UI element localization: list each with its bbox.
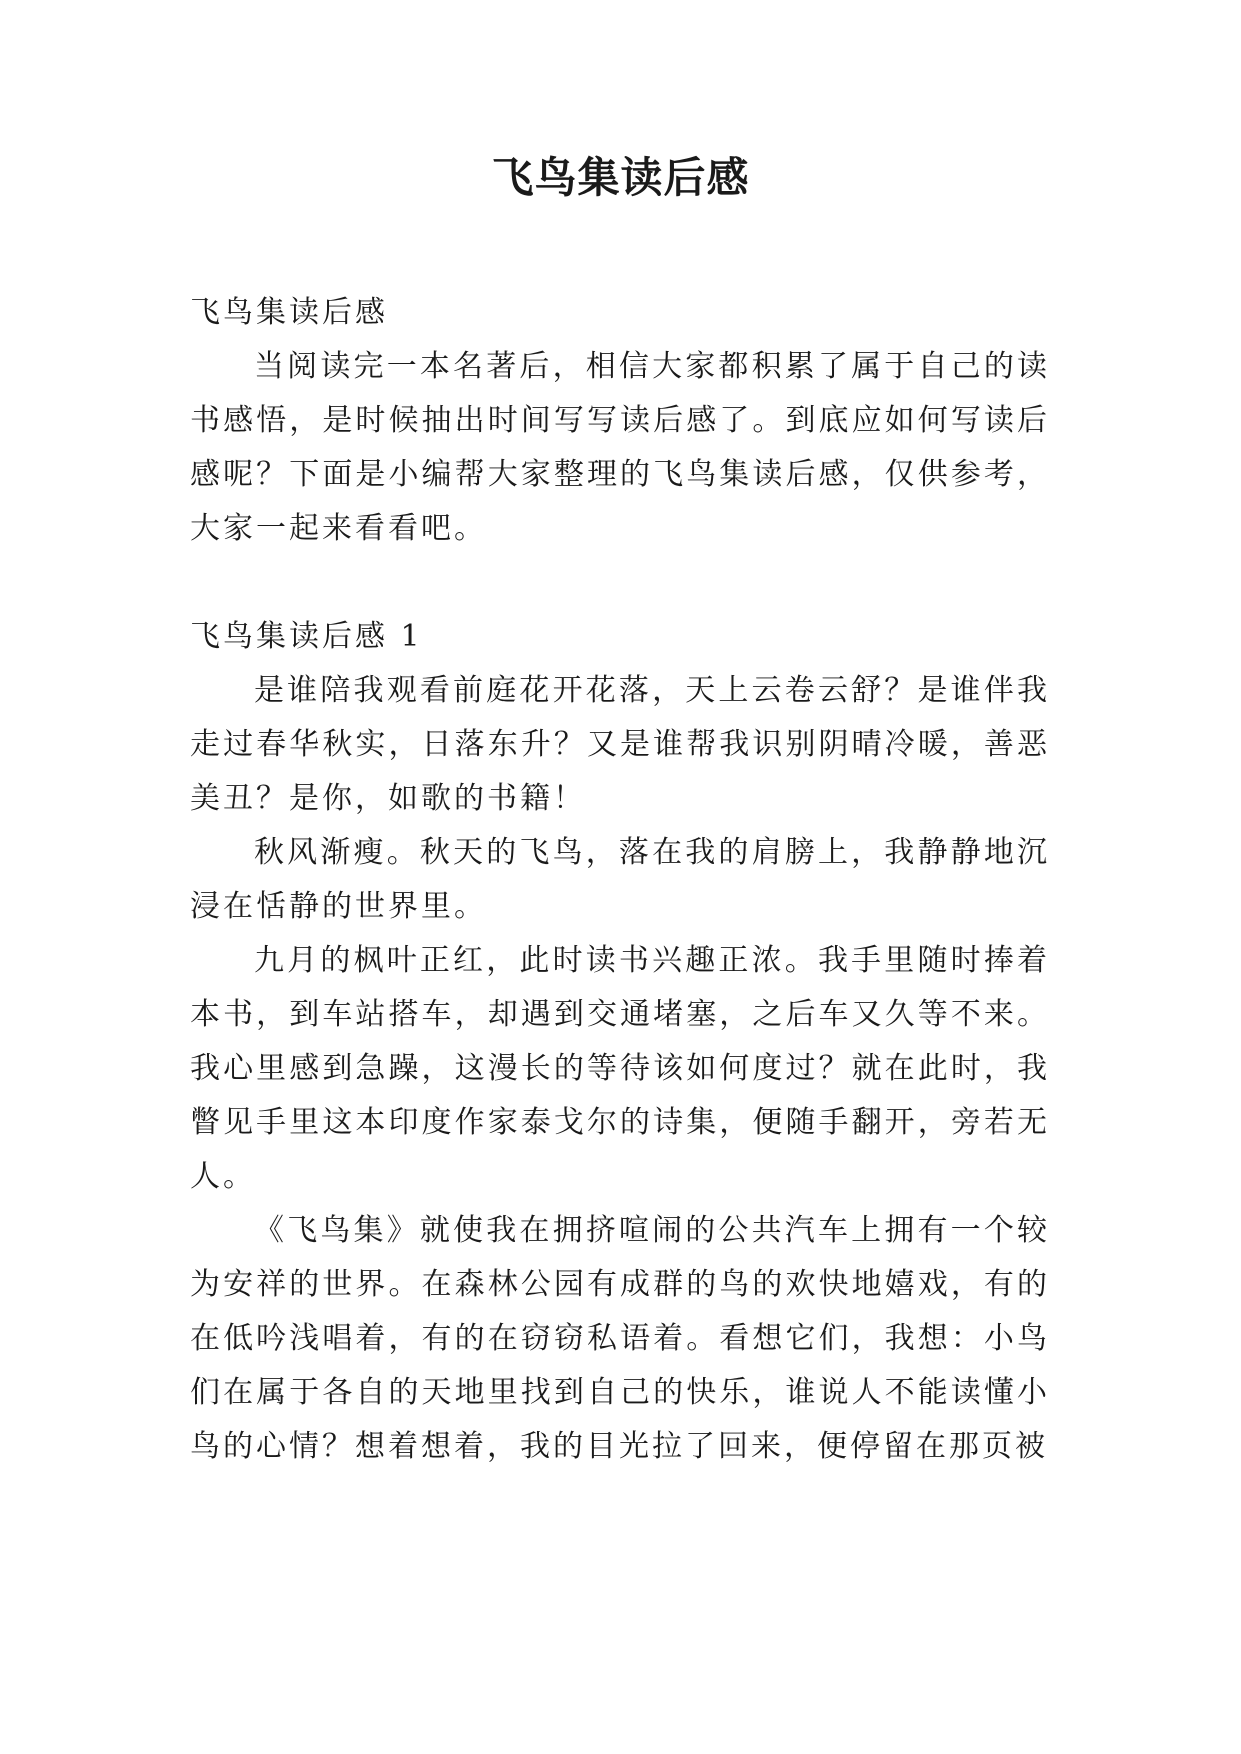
section1-paragraph: 九月的枫叶正红，此时读书兴趣正浓。我手里随时捧着本书，到车站搭车，却遇到交通堵塞，之后车又久等不来。我心里感到急躁，这漫长的等待该如何度过？就在此时，我瞥见手里这本印度作家泰戈尔的诗集，便随手翻开，旁若无人。 <box>190 943 1050 1194</box>
intro-heading: 飞鸟集读后感 <box>190 295 388 330</box>
section1-paragraph: 《飞鸟集》就使我在拥挤喧闹的公共汽车上拥有一个较为安祥的世界。在森林公园有成群的鸟的欢快地嬉戏，有的在低吟浅唱着，有的在窃窃私语着。看想它们，我想：小鸟们在属于各自的天地里找到自己的快乐，谁说人不能读懂小鸟的心情？想着想着，我的目光拉了回来，便停留在那页被 <box>190 1213 1050 1464</box>
section1-paragraph: 是谁陪我观看前庭花开花落，天上云卷云舒？是谁伴我走过春华秋实，日落东升？又是谁帮我识别阴晴冷暖，善恶美丑？是你，如歌的书籍！ <box>190 673 1050 816</box>
section1-paragraph: 秋风渐瘦。秋天的飞鸟，落在我的肩膀上，我静静地沉浸在恬静的世界里。 <box>190 835 1050 924</box>
section-spacer <box>190 556 1050 610</box>
document-title: 飞鸟集读后感 <box>491 153 750 202</box>
intro-paragraph: 当阅读完一本名著后，相信大家都积累了属于自己的读书感悟，是时候抽出时间写写读后感了。到底应如何写读后感呢？下面是小编帮大家整理的飞鸟集读后感，仅供参考，大家一起来看看吧。 <box>190 349 1050 546</box>
section1-heading: 飞鸟集读后感 1 <box>190 619 423 654</box>
document-body <box>190 286 1050 1474</box>
